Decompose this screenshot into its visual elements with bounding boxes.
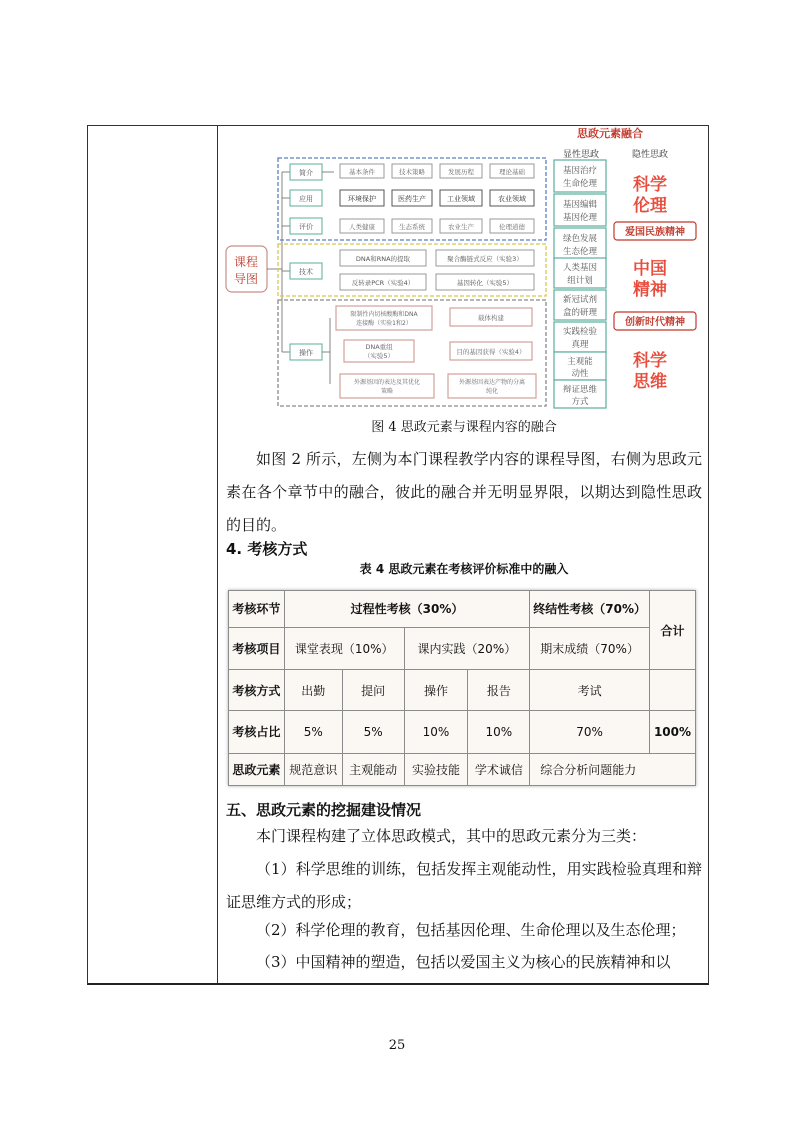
svg-text:绿色发展生态伦理: 绿色发展生态伦理 <box>562 234 598 257</box>
svg-text:操作: 操作 <box>299 349 313 357</box>
cell: 思政元素 <box>229 753 285 786</box>
svg-text:技术: 技术 <box>299 268 313 276</box>
cell: 提问 <box>342 670 404 711</box>
course-map-label-1: 课程 <box>233 255 259 269</box>
svg-text:载体构建: 载体构建 <box>478 314 504 322</box>
svg-text:科学伦理: 科学伦理 <box>633 175 667 216</box>
table-row <box>229 591 696 628</box>
svg-text:伦理道德: 伦理道德 <box>499 223 525 231</box>
figure-caption: 图 4 思政元素与课程内容的融合 <box>371 420 557 435</box>
svg-text:基本条件: 基本条件 <box>349 168 375 176</box>
group-intro <box>282 164 534 180</box>
cell: 课内实践（20%） <box>404 627 530 670</box>
course-map-label-2: 导图 <box>233 272 259 286</box>
course-map-figure <box>222 126 702 410</box>
svg-text:反转录PCR（实验4）: 反转录PCR（实验4） <box>351 279 415 287</box>
column-divider <box>217 125 218 983</box>
cell: 终结性考核（70%） <box>530 591 650 628</box>
cell: 考试 <box>530 670 650 711</box>
group-tech <box>282 250 534 290</box>
svg-text:基因转化（实验5）: 基因转化（实验5） <box>456 279 514 287</box>
paragraph-intro: 本门课程构建了立体思政模式，其中的思政元素分为三类： <box>256 827 647 845</box>
cell: 规范意识 <box>284 753 342 786</box>
implicit-column <box>614 174 696 392</box>
table-row <box>229 670 696 711</box>
cell: 70% <box>530 710 650 753</box>
svg-text:外源基因的表达及其优化策略: 外源基因的表达及其优化策略 <box>353 379 421 395</box>
table-row <box>229 710 696 753</box>
cell: 5% <box>342 710 404 753</box>
svg-text:实践检验真理: 实践检验真理 <box>562 327 598 350</box>
svg-text:DNA和RNA的提取: DNA和RNA的提取 <box>355 255 411 263</box>
explicit-column <box>554 160 606 408</box>
cell: 出勤 <box>284 670 342 711</box>
svg-text:目的基因获得（实验4）: 目的基因获得（实验4） <box>456 348 526 356</box>
svg-text:理论基础: 理论基础 <box>499 168 525 176</box>
cell: 主观能动 <box>342 753 404 786</box>
cell: 考核项目 <box>229 627 285 670</box>
table-caption: 表 4 思政元素在考核评价标准中的融入 <box>359 562 569 576</box>
svg-text:农业领域: 农业领域 <box>498 195 526 203</box>
cell: 100% <box>649 710 695 753</box>
section-heading-five: 五、思政元素的挖掘建设情况 <box>226 801 422 819</box>
svg-text:生态系统: 生态系统 <box>399 223 425 231</box>
svg-text:技术策略: 技术策略 <box>399 168 425 176</box>
cell: 10% <box>404 710 468 753</box>
cell: 实验技能 <box>404 753 468 786</box>
cell: 10% <box>468 710 530 753</box>
assessment-table <box>228 590 696 786</box>
group-ops <box>282 306 536 398</box>
cell: 合计 <box>649 591 695 670</box>
svg-text:人类健康: 人类健康 <box>349 223 375 231</box>
svg-text:限制性内切核酸酶和DNA连接酶（实验1和2）: 限制性内切核酸酶和DNA 连接酶（实验1和2） <box>350 311 418 327</box>
group-eval <box>282 218 534 234</box>
svg-text:人类基因组计划: 人类基因组计划 <box>562 263 598 286</box>
svg-text:科学思维: 科学思维 <box>633 351 667 392</box>
cell: 过程性考核（30%） <box>284 591 529 628</box>
svg-text:基因治疗生命伦理: 基因治疗生命伦理 <box>562 166 598 189</box>
svg-text:农业生产: 农业生产 <box>448 223 474 231</box>
svg-text:外源基因表达产物的分离纯化: 外源基因表达产物的分离纯化 <box>458 379 526 395</box>
svg-text:聚合酶链式反应（实验3）: 聚合酶链式反应（实验3） <box>447 255 523 263</box>
paragraph-item-2: （2）科学伦理的教育，包括基因伦理、生命伦理以及生态伦理； <box>256 921 686 939</box>
cell: 课堂表现（10%） <box>284 627 404 670</box>
cell: 报告 <box>468 670 530 711</box>
cell: 5% <box>284 710 342 753</box>
svg-text:新冠试剂盒的研理: 新冠试剂盒的研理 <box>562 295 598 318</box>
paragraph-item-1: （1）科学思维的训练，包括发挥主观能动性，用实践检验真理和辩证思维方式的形成； <box>226 860 702 911</box>
table-row <box>229 753 696 786</box>
cell: 考核占比 <box>229 710 285 753</box>
svg-text:环境保护: 环境保护 <box>348 195 376 203</box>
group-intro-label: 简介 <box>299 169 313 177</box>
page-number: 25 <box>388 1038 406 1053</box>
svg-text:工业领域: 工业领域 <box>447 195 475 203</box>
svg-text:DNA重组（实验5）: DNA重组（实验5） <box>363 343 395 360</box>
col-implicit: 隐性思政 <box>631 150 669 160</box>
cell: 综合分析问题能力 <box>530 753 696 786</box>
svg-text:基因编辑基因伦理: 基因编辑基因伦理 <box>562 200 598 223</box>
svg-text:创新时代精神: 创新时代精神 <box>625 317 685 328</box>
svg-text:发展历程: 发展历程 <box>448 168 474 176</box>
svg-text:中国精神: 中国精神 <box>633 259 667 300</box>
paragraph-item-3: （3）中国精神的塑造，包括以爱国主义为核心的民族精神和以 <box>256 953 671 971</box>
svg-text:应用: 应用 <box>299 195 313 203</box>
figure-title: 思政元素融合 <box>577 127 643 140</box>
paragraph-figure-explanation: 如图 2 所示，左侧为本门课程教学内容的课程导图，右侧为思政元素在各个章节中的融合，彼此的融合并无明显界限，以期达到隐性思政的目的。 <box>226 450 702 534</box>
cell <box>649 670 695 711</box>
svg-text:医药生产: 医药生产 <box>398 195 426 203</box>
cell: 期末成绩（70%） <box>530 627 650 670</box>
svg-text:主观能动性: 主观能动性 <box>567 357 593 379</box>
cell: 考核环节 <box>229 591 285 628</box>
cell: 操作 <box>404 670 468 711</box>
table-row <box>229 627 696 670</box>
section-heading-assessment: 4. 考核方式 <box>226 540 308 558</box>
cell: 考核方式 <box>229 670 285 711</box>
col-explicit: 显性思政 <box>562 150 600 160</box>
svg-text:评价: 评价 <box>299 223 313 231</box>
cell: 学术诚信 <box>468 753 530 786</box>
svg-text:爱国民族精神: 爱国民族精神 <box>625 227 685 238</box>
svg-text:辩证思维方式: 辩证思维方式 <box>562 385 598 407</box>
group-app <box>282 190 534 206</box>
